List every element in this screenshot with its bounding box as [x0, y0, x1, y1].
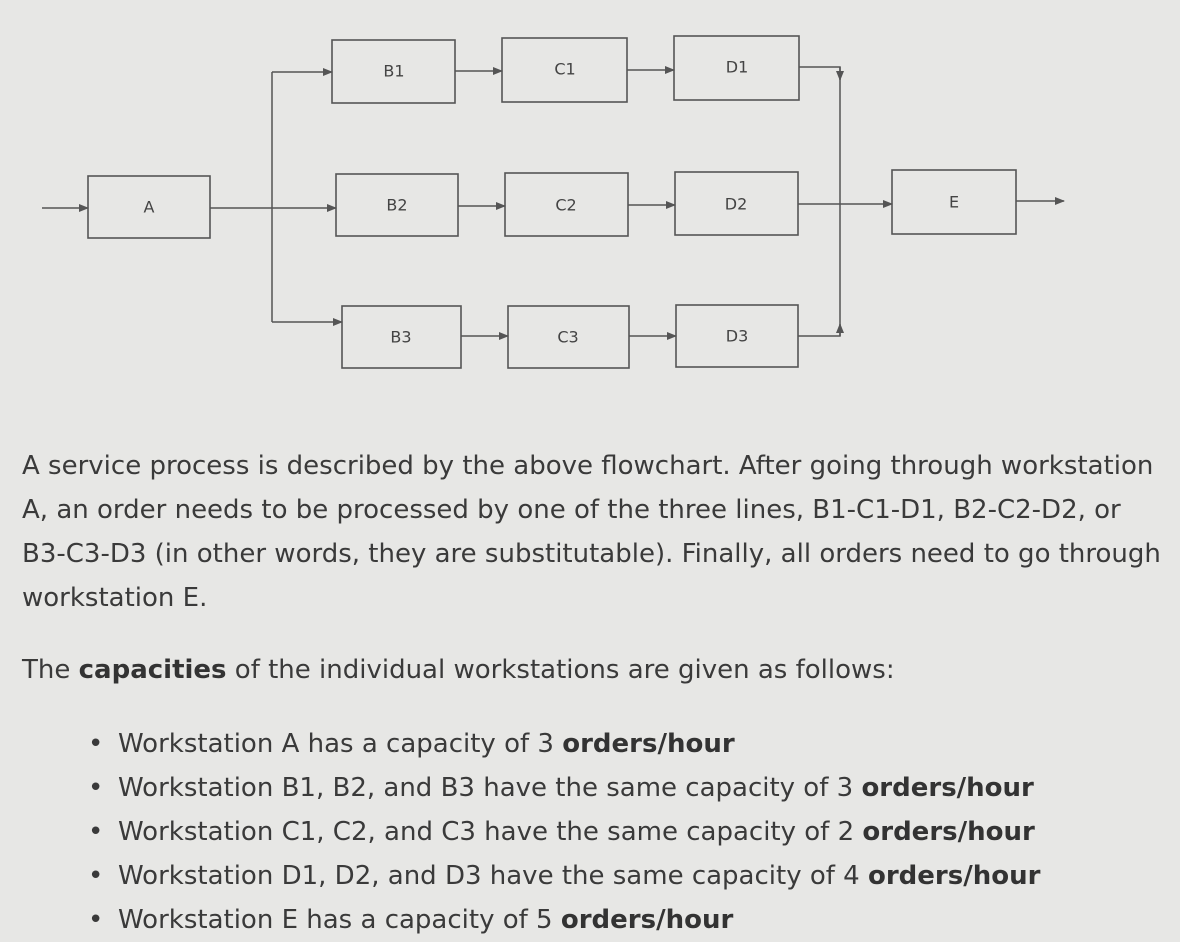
workstation-d1-label: D1	[725, 57, 749, 77]
problem-description: A service process is described by the above flowchart. After going through workstation A, an order needs to be processed by one of the three lines, B1-C1-D1, B2-C2-D2, or B3-C3-D3 (in other words, they are substitutable). Finally, all orders need to go through workstation E.	[22, 451, 1161, 613]
workstation-d2-label: D2	[724, 194, 748, 214]
workstation-b3	[342, 306, 461, 368]
capacity-text: Workstation C1, C2, and C3 have the same capacity of 2	[118, 817, 863, 847]
workstation-d2	[675, 172, 798, 235]
d3-merge	[798, 324, 840, 336]
workstation-d1	[674, 36, 799, 100]
capacity-text: Workstation E has a capacity of 5	[118, 905, 561, 935]
connectors	[42, 67, 1064, 336]
capacity-item-a	[88, 722, 1040, 766]
capacity-unit: orders/hour	[562, 729, 735, 759]
workstation-e-label: E	[948, 192, 960, 212]
capacity-text: Workstation A has a capacity of 3	[118, 729, 563, 759]
workstation-b1	[332, 40, 455, 103]
workstation-b2	[336, 174, 458, 236]
workstation-b3-label: B3	[390, 327, 412, 347]
capacity-unit: orders/hour	[868, 861, 1041, 891]
workstation-d3-label: D3	[725, 326, 749, 346]
workstation-c2	[505, 173, 628, 236]
workstation-a	[88, 176, 210, 238]
capacity-text: Workstation B1, B2, and B3 have the same capacity of 3	[118, 773, 862, 803]
capacity-text: Workstation D1, D2, and D3 have the same capacity of 4	[118, 861, 868, 891]
capacity-item-c	[88, 810, 1040, 854]
workstation-c3	[508, 306, 629, 368]
capacity-unit: orders/hour	[861, 773, 1034, 803]
capacity-item-e	[88, 898, 1040, 942]
capacity-list	[88, 722, 1040, 942]
capacity-unit: orders/hour	[862, 817, 1035, 847]
d1-merge	[799, 67, 840, 80]
workstation-b2-label: B2	[386, 195, 408, 215]
capacity-item-d	[88, 854, 1040, 898]
workstation-c1	[502, 38, 627, 102]
workstation-c2-label: C2	[555, 195, 577, 215]
capacities-intro-post: of the individual workstations are given as follows:	[226, 655, 895, 685]
workstation-b1-label: B1	[383, 61, 405, 81]
workstation-c1-label: C1	[554, 59, 576, 79]
flowchart	[0, 0, 1180, 420]
workstation-d3	[676, 305, 798, 367]
capacity-unit: orders/hour	[560, 905, 734, 935]
capacities-intro	[22, 648, 1162, 692]
workstation-a-label: A	[143, 197, 155, 217]
workstation-e	[892, 170, 1016, 234]
capacities-intro-pre: The	[22, 655, 79, 685]
workstation-c3-label: C3	[557, 327, 579, 347]
capacity-item-b	[88, 766, 1040, 810]
capacities-intro-bold: capacities	[78, 655, 227, 685]
